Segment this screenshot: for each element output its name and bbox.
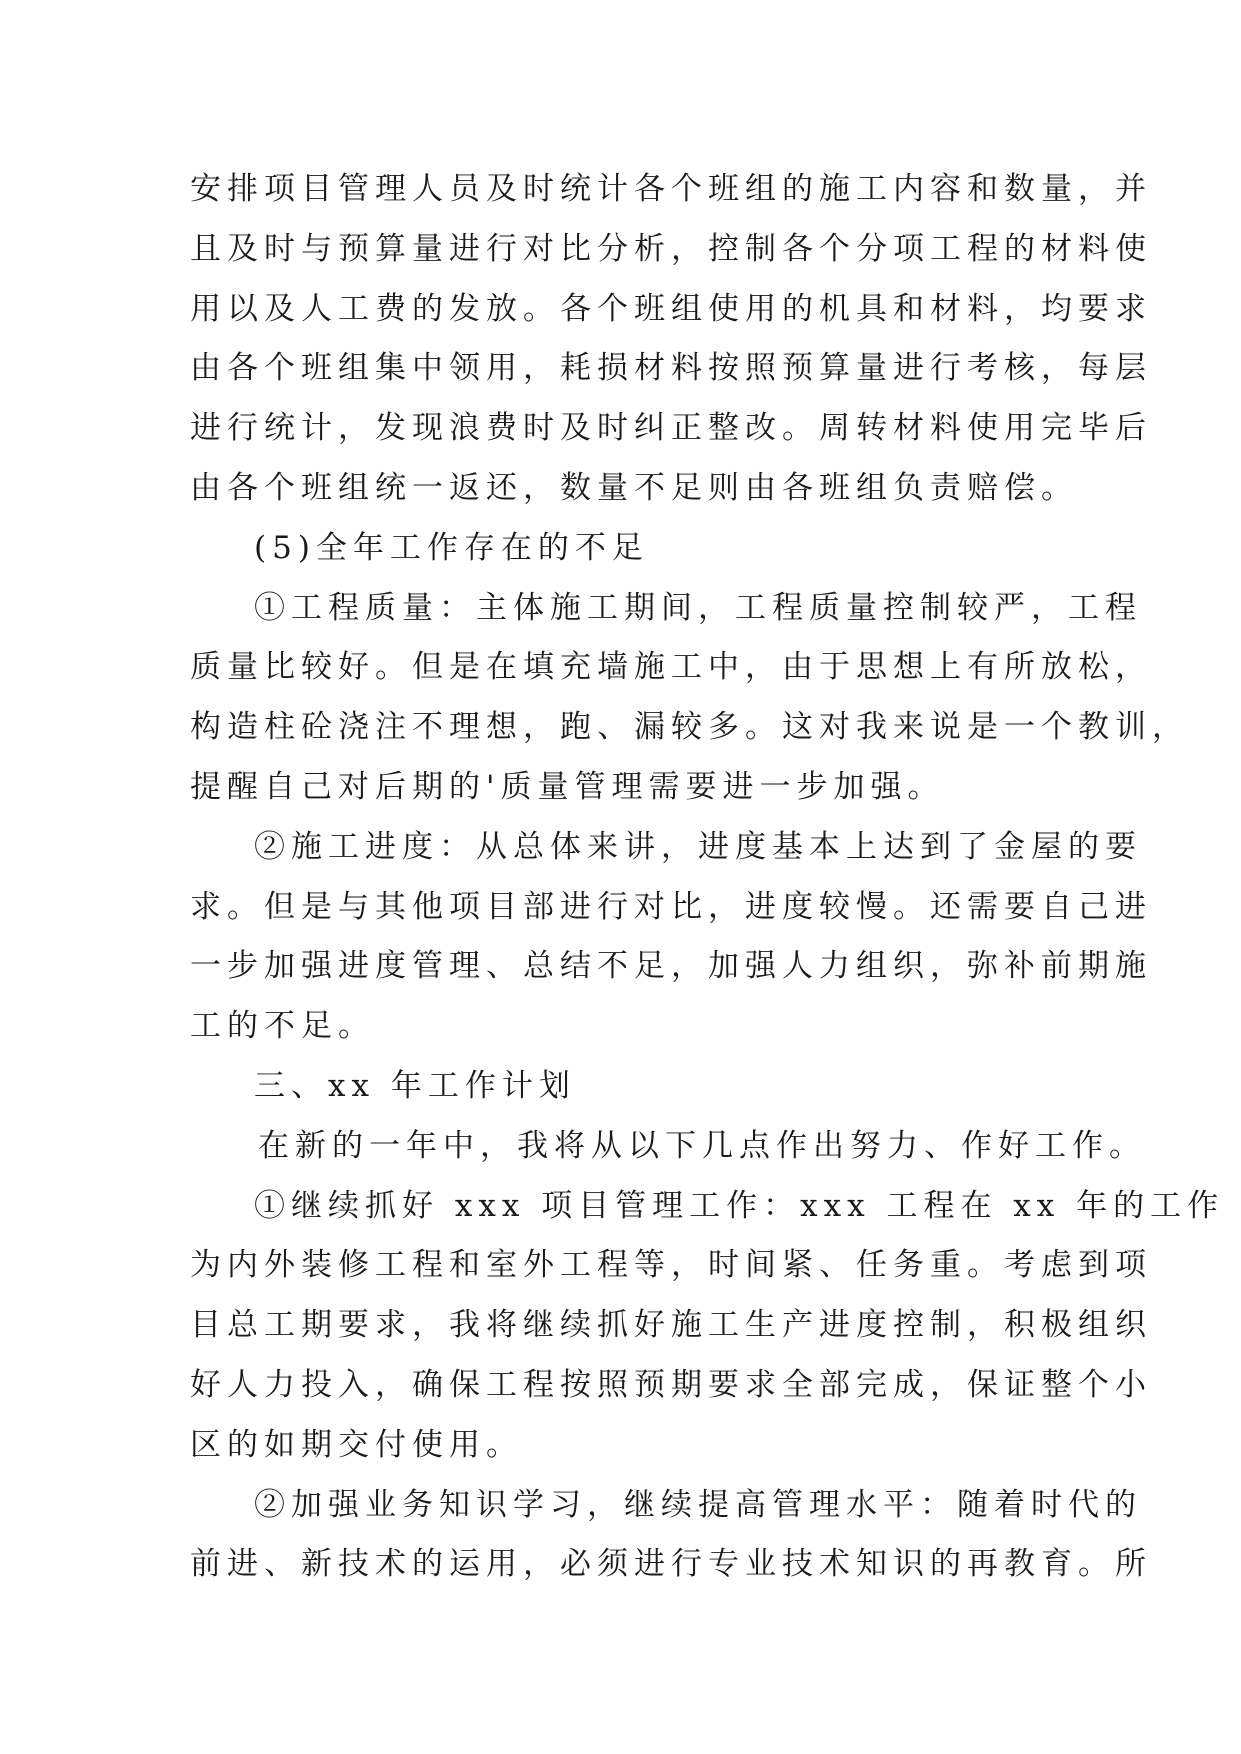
text-line: 在新的一年中，我将从以下几点作出努力、作好工作。 (258, 1127, 1146, 1164)
text-line: ①工程质量：主体施工期间，工程质量控制较严，工程 (254, 589, 1142, 626)
text-line: 安排项目管理人员及时统计各个班组的施工内容和数量，并 (190, 171, 1152, 207)
text-line: 为内外装修工程和室外工程等，时间紧、任务重。考虑到项 (190, 1247, 1152, 1284)
text-line: 且及时与预算量进行对比分析，控制各个分项工程的材料使 (190, 230, 1152, 267)
text-line: 好人力投入，确保工程按照预期要求全部完成，保证整个小 (190, 1366, 1152, 1403)
text-line: 前进、新技术的运用，必须进行专业技术知识的再教育。所 (190, 1546, 1152, 1583)
section-heading: (5)全年工作存在的不足 (254, 529, 649, 566)
text-line: 一步加强进度管理、总结不足，加强人力组织，弥补前期施 (190, 948, 1152, 985)
document-body (190, 160, 1225, 1595)
text-line: 质量比较好。但是在填充墙施工中，由于思想上有所放松， (190, 649, 1152, 686)
text-line: 用以及人工费的发放。各个班组使用的机具和材料，均要求 (190, 290, 1152, 327)
text-line: 提醒自己对后期的'质量管理需要进一步加强。 (190, 768, 945, 805)
text-line: 构造柱砼浇注不理想，跑、漏较多。这对我来说是一个教训， (190, 709, 1189, 746)
text-line: 区的如期交付使用。 (190, 1426, 523, 1463)
text-line: ②加强业务知识学习，继续提高管理水平：随着时代的 (254, 1486, 1142, 1523)
text-line: 求。但是与其他项目部进行对比，进度较慢。还需要自己进 (190, 888, 1152, 925)
text-line: 由各个班组集中领用，耗损材料按照预算量进行考核，每层 (190, 350, 1152, 387)
text-line: 目总工期要求，我将继续抓好施工生产进度控制，积极组织 (190, 1307, 1152, 1344)
section-heading: 三、xx 年工作计划 (254, 1067, 576, 1104)
text-line: ①继续抓好 xxx 项目管理工作：xxx 工程在 xx 年的工作 (254, 1187, 1225, 1224)
text-line: 工的不足。 (190, 1008, 375, 1045)
text-line: 进行统计，发现浪费时及时纠正整改。周转材料使用完毕后 (190, 410, 1152, 447)
text-line: 由各个班组统一返还，数量不足则由各班组负责赔偿。 (190, 469, 1078, 506)
text-line: ②施工进度：从总体来讲，进度基本上达到了金屋的要 (254, 828, 1142, 865)
